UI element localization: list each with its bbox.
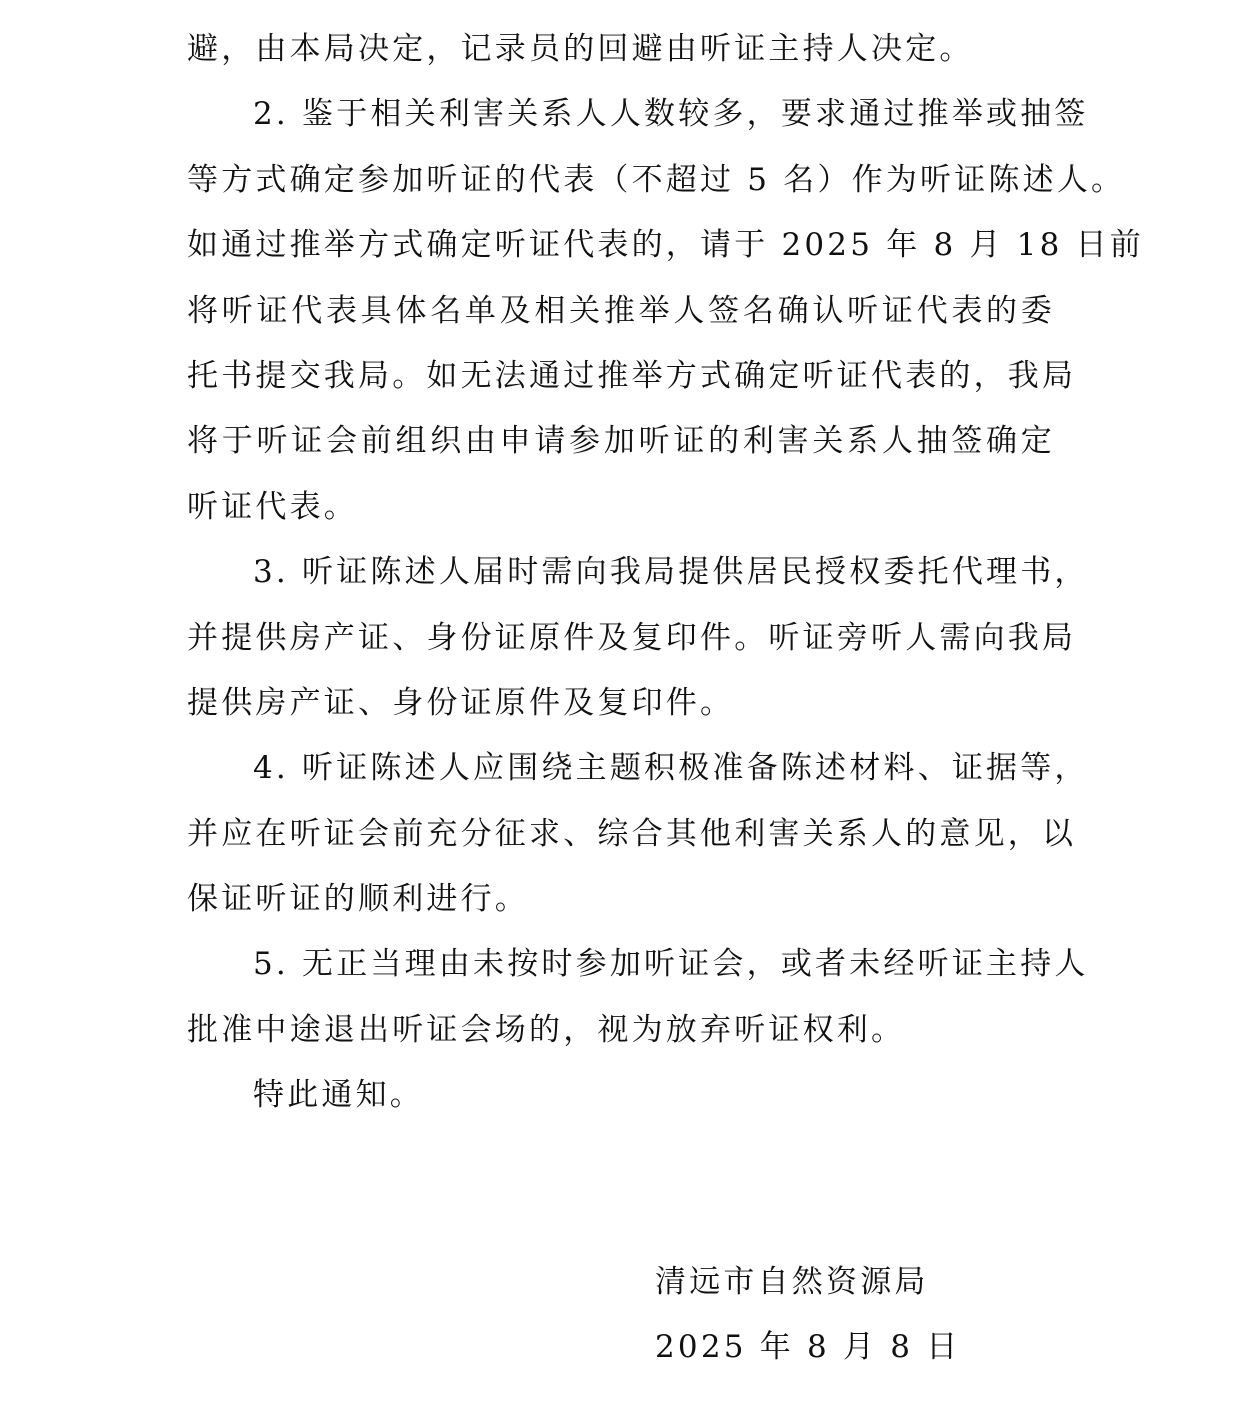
text-line-item-5: 5. 无正当理由未按时参加听证会，或者未经听证主持人: [253, 946, 1089, 983]
text-line: 将于听证会前组织由申请参加听证的利害关系人抽签确定: [187, 423, 1055, 460]
notice-body: [187, 17, 1144, 1129]
text-line: 托书提交我局。如无法通过推举方式确定听证代表的，我局: [187, 357, 1077, 394]
closing-line: 特此通知。: [253, 1077, 424, 1114]
text-line: 等方式确定参加听证的代表（不超过 5 名）作为听证陈述人。: [187, 161, 1126, 198]
text-line: 提供房产证、身份证原件及复印件。: [187, 684, 735, 721]
text-line: 保证听证的顺利进行。: [187, 881, 529, 918]
text-line: 听证代表。: [187, 488, 358, 525]
text-line-item-2: 2. 鉴于相关利害关系人人数较多，要求通过推举或抽签: [253, 96, 1089, 133]
text-line-item-4: 4. 听证陈述人应围绕主题积极准备陈述材料、证据等，: [253, 750, 1089, 787]
signature-block: [655, 1250, 975, 1380]
text-line: 并应在听证会前充分征求、综合其他利害关系人的意见，以: [187, 815, 1077, 852]
issue-date: 2025 年 8 月 8 日: [655, 1329, 961, 1365]
text-line-item-3: 3. 听证陈述人届时需向我局提供居民授权委托代理书，: [253, 554, 1089, 591]
text-line: 避，由本局决定，记录员的回避由听证主持人决定。: [187, 31, 974, 67]
issuer-name: 清远市自然资源局: [655, 1264, 929, 1300]
text-line: 如通过推举方式确定听证代表的，请于 2025 年 8 月 18 日前: [187, 227, 1144, 264]
text-line: 并提供房产证、身份证原件及复印件。听证旁听人需向我局: [187, 619, 1077, 656]
text-line: 将听证代表具体名单及相关推举人签名确认听证代表的委: [187, 292, 1055, 329]
text-line: 批准中途退出听证会场的，视为放弃听证权利。: [187, 1011, 906, 1048]
